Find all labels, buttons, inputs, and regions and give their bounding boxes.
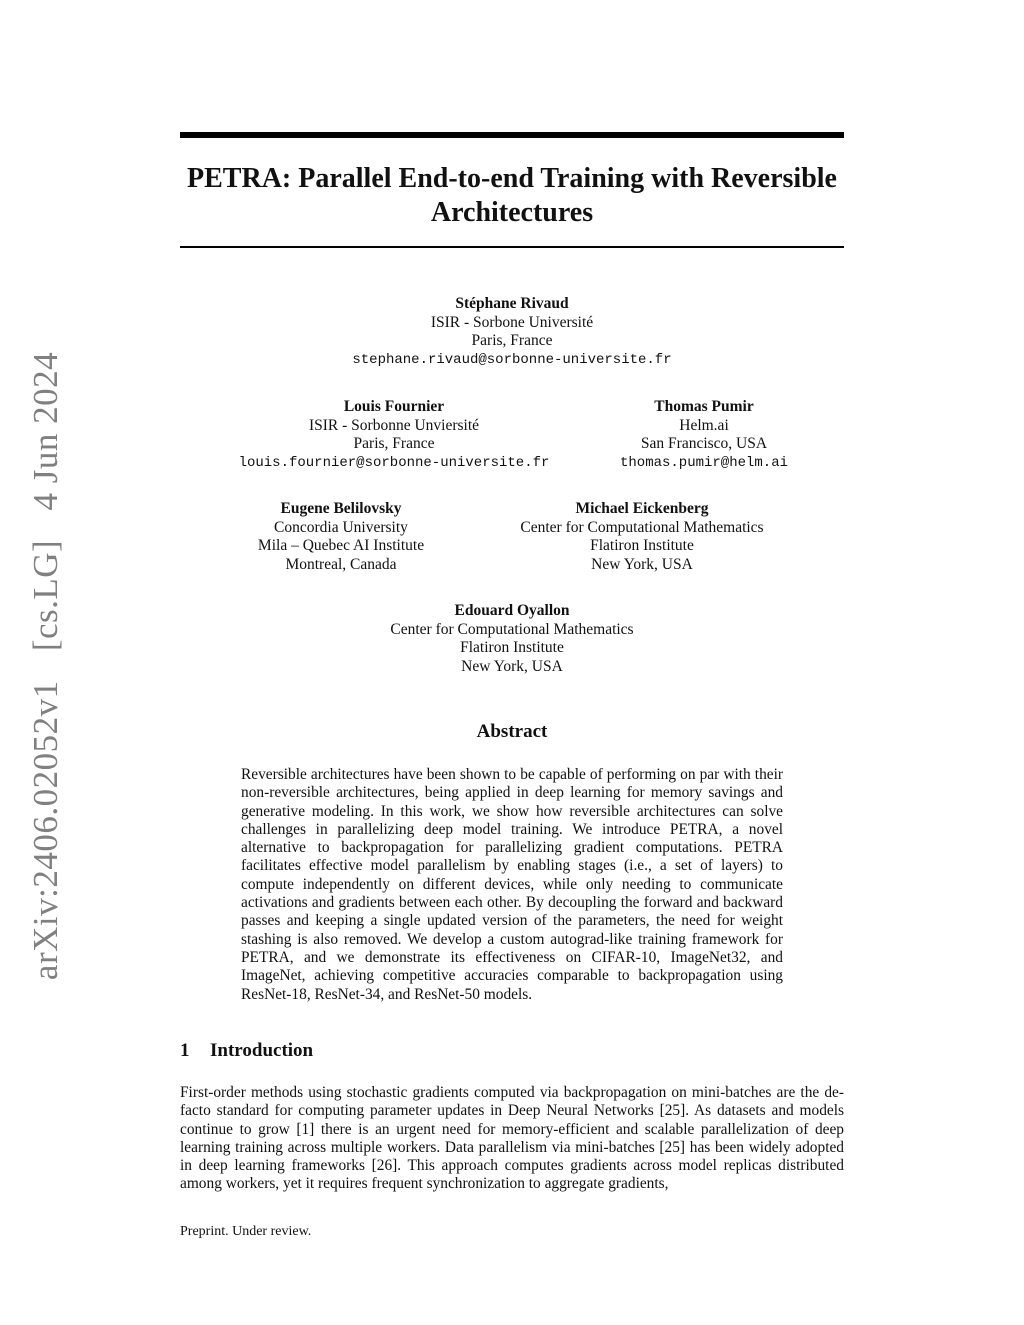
author-name: Thomas Pumir [654,398,754,415]
arxiv-date: 4 Jun 2024 [26,351,65,511]
author-location: Montreal, Canada [285,555,397,573]
author-institute: Flatiron Institute [590,537,694,554]
author-affiliation: Concordia University [274,518,408,536]
abstract-text: Reversible architectures have been shown to be capable of performing on par with their non-reversible architectures, being applied in deep learning for memory savings and generative modeling. In this work, we show how reversible architectures can solve challenges in parallelizing deep model training. We introduce PETRA, a novel alternative to backpropagation for parallelizing gradient computations. PETRA facilitates effective model parallelism by enabling stages (i.e., a set of layers) to compute independently on different devices, while only needing to communicate activations and gradients between each other. By decoupling the forward and backward passes and keeping a single updated version of the parameters, the need for weight stashing is also removed. We develop a custom autograd-like training framework for PETRA, and we demonstrate its effectiveness on CIFAR-10, ImageNet32, and ImageNet, achieving competitive accuracies comparable to backpropagation using ResNet-18, ResNet-34, and ResNet-50 models. [241,766,783,1003]
title-bottom-rule [180,246,844,248]
abstract-heading: Abstract [476,721,548,742]
section-heading-introduction [180,1040,313,1062]
section-title: Introduction [210,1040,314,1061]
arxiv-id: arXiv:2406.02052v1 [26,680,65,981]
arxiv-category: [cs.LG] [26,539,65,652]
author-block-pumir [594,398,814,472]
author-name: Louis Fournier [343,398,445,415]
author-affiliation: ISIR - Sorbonne Unviersité [308,416,480,434]
author-name: Michael Eickenberg [575,500,709,517]
title-top-rule [180,132,844,138]
author-institute: Flatiron Institute [460,639,564,656]
section-number: 1 [180,1040,190,1061]
author-name: Edouard Oyallon [454,602,570,619]
author-location: Paris, France [471,332,553,349]
arxiv-identifier-stamp [26,352,66,980]
author-name: Stéphane Rivaud [455,295,569,312]
author-institute: Mila – Quebec AI Institute [257,537,425,554]
introduction-text: First-order methods using stochastic gradients computed via backpropagation on mini-batches are the de-facto standard for computing parameter updates in Deep Neural Networks [25]. As datasets and models continue to grow [1] there is an urgent need for memory-efficient and scalable parallelization of deep learning training across multiple workers. Data parallelism via mini-batches [25] has been widely adopted in deep learning frameworks [26]. This approach computes gradients across model replicas distributed among workers, yet it requires frequent synchronization to aggregate gradients, [180,1084,844,1193]
paper-title-line-2: Architectures [430,197,594,228]
author-email: thomas.pumir@helm.ai [619,454,789,471]
author-affiliation: Helm.ai [679,416,729,434]
author-block-belilovsky [230,500,452,574]
author-location: New York, USA [591,555,693,573]
author-block-rivaud [312,295,712,369]
paper-title-line-1: PETRA: Parallel End-to-end Training with Reversible [187,163,837,194]
author-location: Paris, France [353,435,435,452]
paper-title [170,162,854,230]
author-affiliation: ISIR - Sorbone Université [430,313,594,331]
author-email: stephane.rivaud@sorbonne-universite.fr [352,351,672,368]
author-block-eickenberg [492,500,792,574]
preprint-footnote: Preprint. Under review. [180,1224,312,1239]
author-affiliation: Center for Computational Mathematics [520,518,764,536]
author-affiliation: Center for Computational Mathematics [390,620,634,638]
author-name: Eugene Belilovsky [280,500,402,517]
author-email: louis.fournier@sorbonne-universite.fr [238,454,550,471]
author-location: San Francisco, USA [640,435,768,452]
author-location: New York, USA [461,657,563,675]
author-block-oyallon [362,602,662,676]
author-block-fournier [214,398,574,472]
